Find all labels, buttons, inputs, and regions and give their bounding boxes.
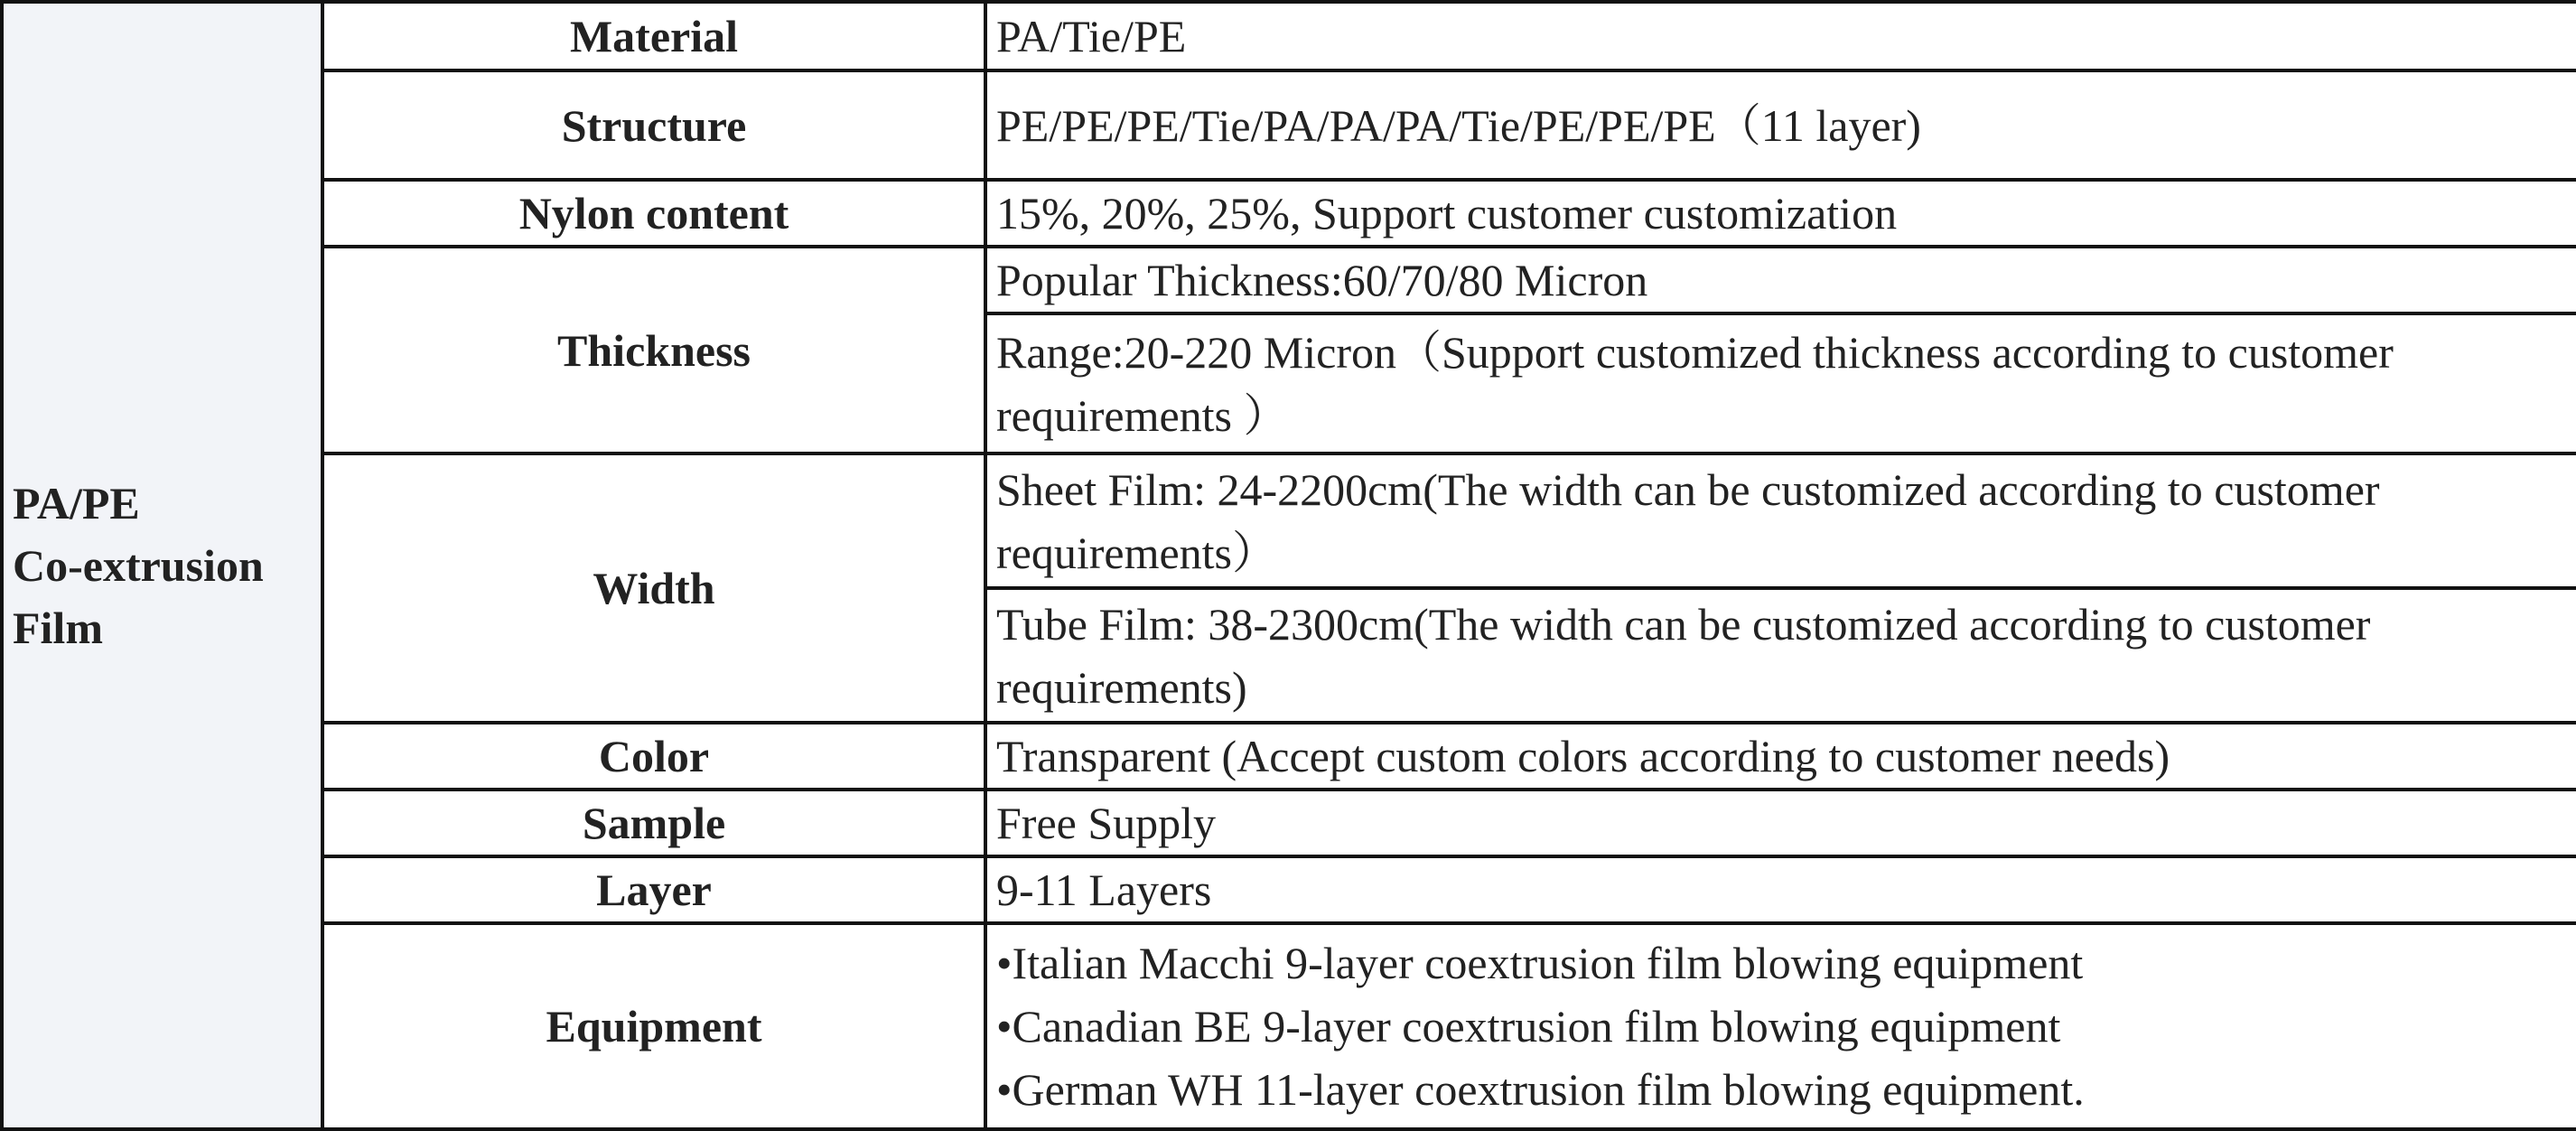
thickness-label: Thickness <box>322 247 985 453</box>
product-name-line-1: PA/PE <box>13 477 140 528</box>
product-name-line-2: Co-extrusion <box>13 539 264 591</box>
thickness-range-value: Range:20-220 Micron（Support customized thickness according to customer requirements ） <box>985 313 2576 453</box>
equipment-list <box>985 923 2576 1129</box>
layer-label: Layer <box>322 856 985 923</box>
product-name-line-3: Film <box>13 602 103 653</box>
row-sample <box>2 790 2576 856</box>
row-equipment <box>2 923 2576 1129</box>
equipment-item: •Canadian BE 9-layer coextrusion film blowing equipment <box>996 1001 2061 1052</box>
row-nylon-content <box>2 180 2576 247</box>
structure-value: PE/PE/PE/Tie/PA/PA/PA/Tie/PE/PE/PE（11 layer) <box>985 70 2576 180</box>
material-value: PA/Tie/PE <box>985 2 2576 70</box>
thickness-popular-value: Popular Thickness:60/70/80 Micron <box>985 247 2576 313</box>
nylon-content-value: 15%, 20%, 25%, Support customer customization <box>985 180 2576 247</box>
sample-value: Free Supply <box>985 790 2576 856</box>
row-color <box>2 723 2576 790</box>
row-structure <box>2 70 2576 180</box>
layer-value: 9-11 Layers <box>985 856 2576 923</box>
product-name-cell <box>2 2 322 1129</box>
color-value: Transparent (Accept custom colors according to customer needs) <box>985 723 2576 790</box>
width-sheet-value: Sheet Film: 24-2200cm(The width can be customized according to customer requirements） <box>985 453 2576 588</box>
width-tube-value: Tube Film: 38-2300cm(The width can be customized according to customer requirements) <box>985 588 2576 723</box>
equipment-item: •German WH 11-layer coextrusion film blowing equipment. <box>996 1064 2085 1115</box>
width-label: Width <box>322 453 985 723</box>
equipment-label: Equipment <box>322 923 985 1129</box>
material-label: Material <box>322 2 985 70</box>
row-thickness-popular <box>2 247 2576 313</box>
sample-label: Sample <box>322 790 985 856</box>
nylon-content-label: Nylon content <box>322 180 985 247</box>
structure-label: Structure <box>322 70 985 180</box>
color-label: Color <box>322 723 985 790</box>
row-layer <box>2 856 2576 923</box>
row-material <box>2 2 2576 70</box>
equipment-item: •Italian Macchi 9-layer coextrusion film blowing equipment <box>996 938 2084 988</box>
row-width-sheet <box>2 453 2576 588</box>
